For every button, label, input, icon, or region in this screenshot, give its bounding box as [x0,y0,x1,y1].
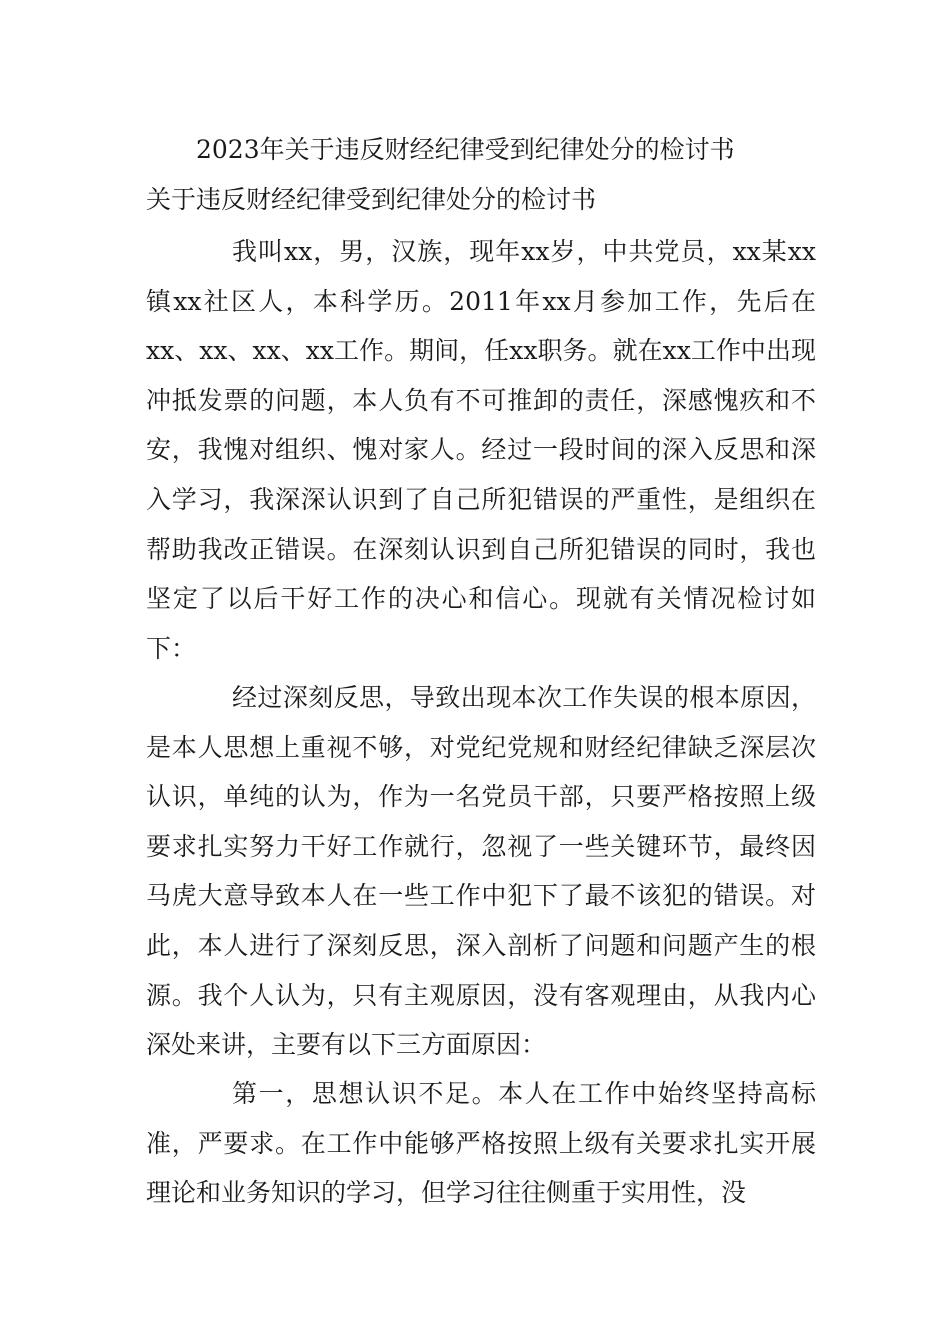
document-subtitle: 关于违反财经纪律受到纪律处分的检讨书 [146,185,597,214]
body-paragraph-first-point: 第一，思想认识不足。本人在工作中始终坚持高标准，严要求。在工作中能够严格按照上级有关要求扎实开展理论和业务知识的学习，但学习往往侧重于实用性，没 [146,1079,816,1208]
body-paragraph-intro: 我叫xx，男，汉族，现年xx岁，中共党员，xx某xx镇xx社区人，本科学历。2011年xx月参加工作，先后在xx、xx、xx、xx工作。期间，任xx职务。就在xx工作中出现冲抵发票的问题，本人负有不可推卸的责任，深感愧疚和不安，我愧对组织、愧对家人。经过一段时间的深入反思和深入学习，我深深认识到了自己所犯错误的严重性，是组织在帮助我改正错误。在深刻认识到自己所犯错误的同时，我也坚定了以后干好工作的决心和信心。现就有关情况检讨如下： [146,237,816,663]
body-paragraph-reasons: 经过深刻反思，导致出现本次工作失误的根本原因，是本人思想上重视不够，对党纪党规和财经纪律缺乏深层次认识，单纯的认为，作为一名党员干部，只要严格按照上级要求扎实努力干好工作就行，忽视了一些关键环节，最终因马虎大意导致本人在一些工作中犯下了最不该犯的错误。对此，本人进行了深刻反思，深入剖析了问题和问题产生的根源。我个人认为，只有主观原因，没有客观理由，从我内心深处来讲，主要有以下三方面原因： [146,683,816,1060]
document-title: 2023年关于违反财经纪律受到纪律处分的检讨书 [196,135,735,164]
